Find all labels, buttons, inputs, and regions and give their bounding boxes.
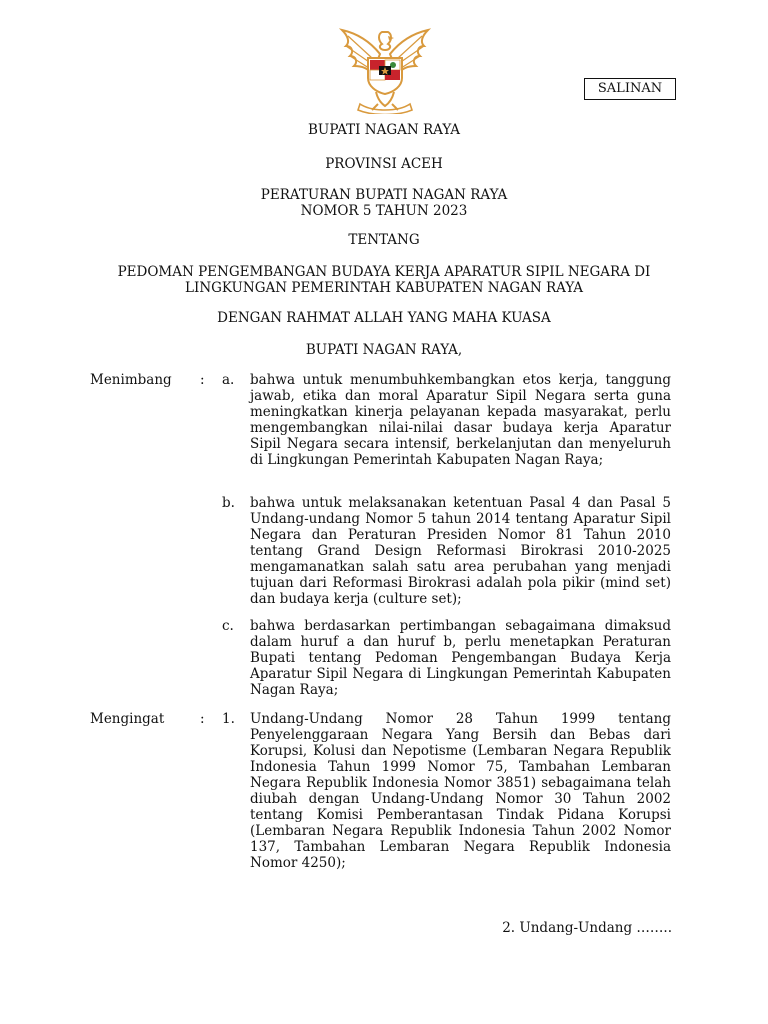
menimbang-label: Menimbang <box>90 372 172 388</box>
province-heading: PROVINSI ACEH <box>325 156 443 172</box>
subject-line-1: PEDOMAN PENGEMBANGAN BUDAYA KERJA APARATUR SIPIL NEGARA DI <box>117 264 651 280</box>
menimbang-item-a-text: bahwa untuk menumbuhkembangkan etos kerja, tanggung jawab, etika dan moral Aparatur Sipil Negara serta guna meningkatkan kinerja pelayanan kepada masyarakat, perlu mengembangkan nilai-nilai dasar budaya kerja Aparatur Sipil Negara secara intensif, berkelanjutan dan menyeluruh di Lingkungan Pemerintah Kabupaten Nagan Raya; <box>250 372 671 468</box>
menimbang-item-b-text: bahwa untuk melaksanakan ketentuan Pasal 4 dan Pasal 5 Undang-undang Nomor 5 tahun 2014 tentang Aparatur Sipil Negara dan Peraturan Presiden Nomor 81 Tahun 2010 tentang Grand Design Reformasi Birokrasi 2010-2025 mengamanatkan salah satu area perubahan yang menjadi tujuan dari Reformasi Birokrasi adalah pola pikir (mind set) dan budaya kerja (culture set); <box>250 495 671 607</box>
menimbang-item-a-marker: a. <box>222 372 235 388</box>
menimbang-colon: : <box>200 372 205 388</box>
regulation-subject <box>84 264 684 296</box>
mengingat-label: Mengingat <box>90 711 165 727</box>
about-label: TENTANG <box>348 232 420 248</box>
continuation-note: 2. Undang-Undang …….. <box>502 920 672 936</box>
salinan-stamp: SALINAN <box>584 78 676 100</box>
mengingat-colon: : <box>200 711 205 727</box>
regulation-title-line: PERATURAN BUPATI NAGAN RAYA <box>260 187 508 203</box>
mengingat-item-1-marker: 1. <box>222 711 235 727</box>
menimbang-item-c-text: bahwa berdasarkan pertimbangan sebagaimana dimaksud dalam huruf a dan huruf b, perlu menetapkan Peraturan Bupati tentang Pedoman Pengembangan Budaya Kerja Aparatur Sipil Negara di Lingkungan Pemerintah Kabupaten Nagan Raya; <box>250 618 671 698</box>
subject-line-2: LINGKUNGAN PEMERINTAH KABUPATEN NAGAN RAYA <box>185 280 583 296</box>
menimbang-item-b-marker: b. <box>222 495 235 511</box>
garuda-pancasila-emblem <box>332 24 438 114</box>
authority-heading: BUPATI NAGAN RAYA <box>308 122 460 138</box>
mengingat-item-1-text: Undang-Undang Nomor 28 Tahun 1999 tentang Penyelenggaraan Negara Yang Bersih dan Bebas dari Korupsi, Kolusi dan Nepotisme (Lembaran Negara Republik Indonesia Tahun 1999 Nomor 75, Tambahan Lembaran Negara Republik Indonesia Nomor 3851) sebagaimana telah diubah dengan Undang-Undang Nomor 30 Tahun 2002 tentang Komisi Pemberantasan Tindak Pidana Korupsi (Lembaran Negara Republik Indonesia Tahun 2002 Nomor 137, Tambahan Lembaran Negara Republik Indonesia Nomor 4250); <box>250 711 671 871</box>
regulation-number: NOMOR 5 TAHUN 2023 <box>300 203 468 219</box>
regulation-title <box>84 187 684 219</box>
menimbang-item-c-marker: c. <box>222 618 234 634</box>
blessing-line: DENGAN RAHMAT ALLAH YANG MAHA KUASA <box>217 310 551 326</box>
issuer-line: BUPATI NAGAN RAYA, <box>305 342 463 358</box>
